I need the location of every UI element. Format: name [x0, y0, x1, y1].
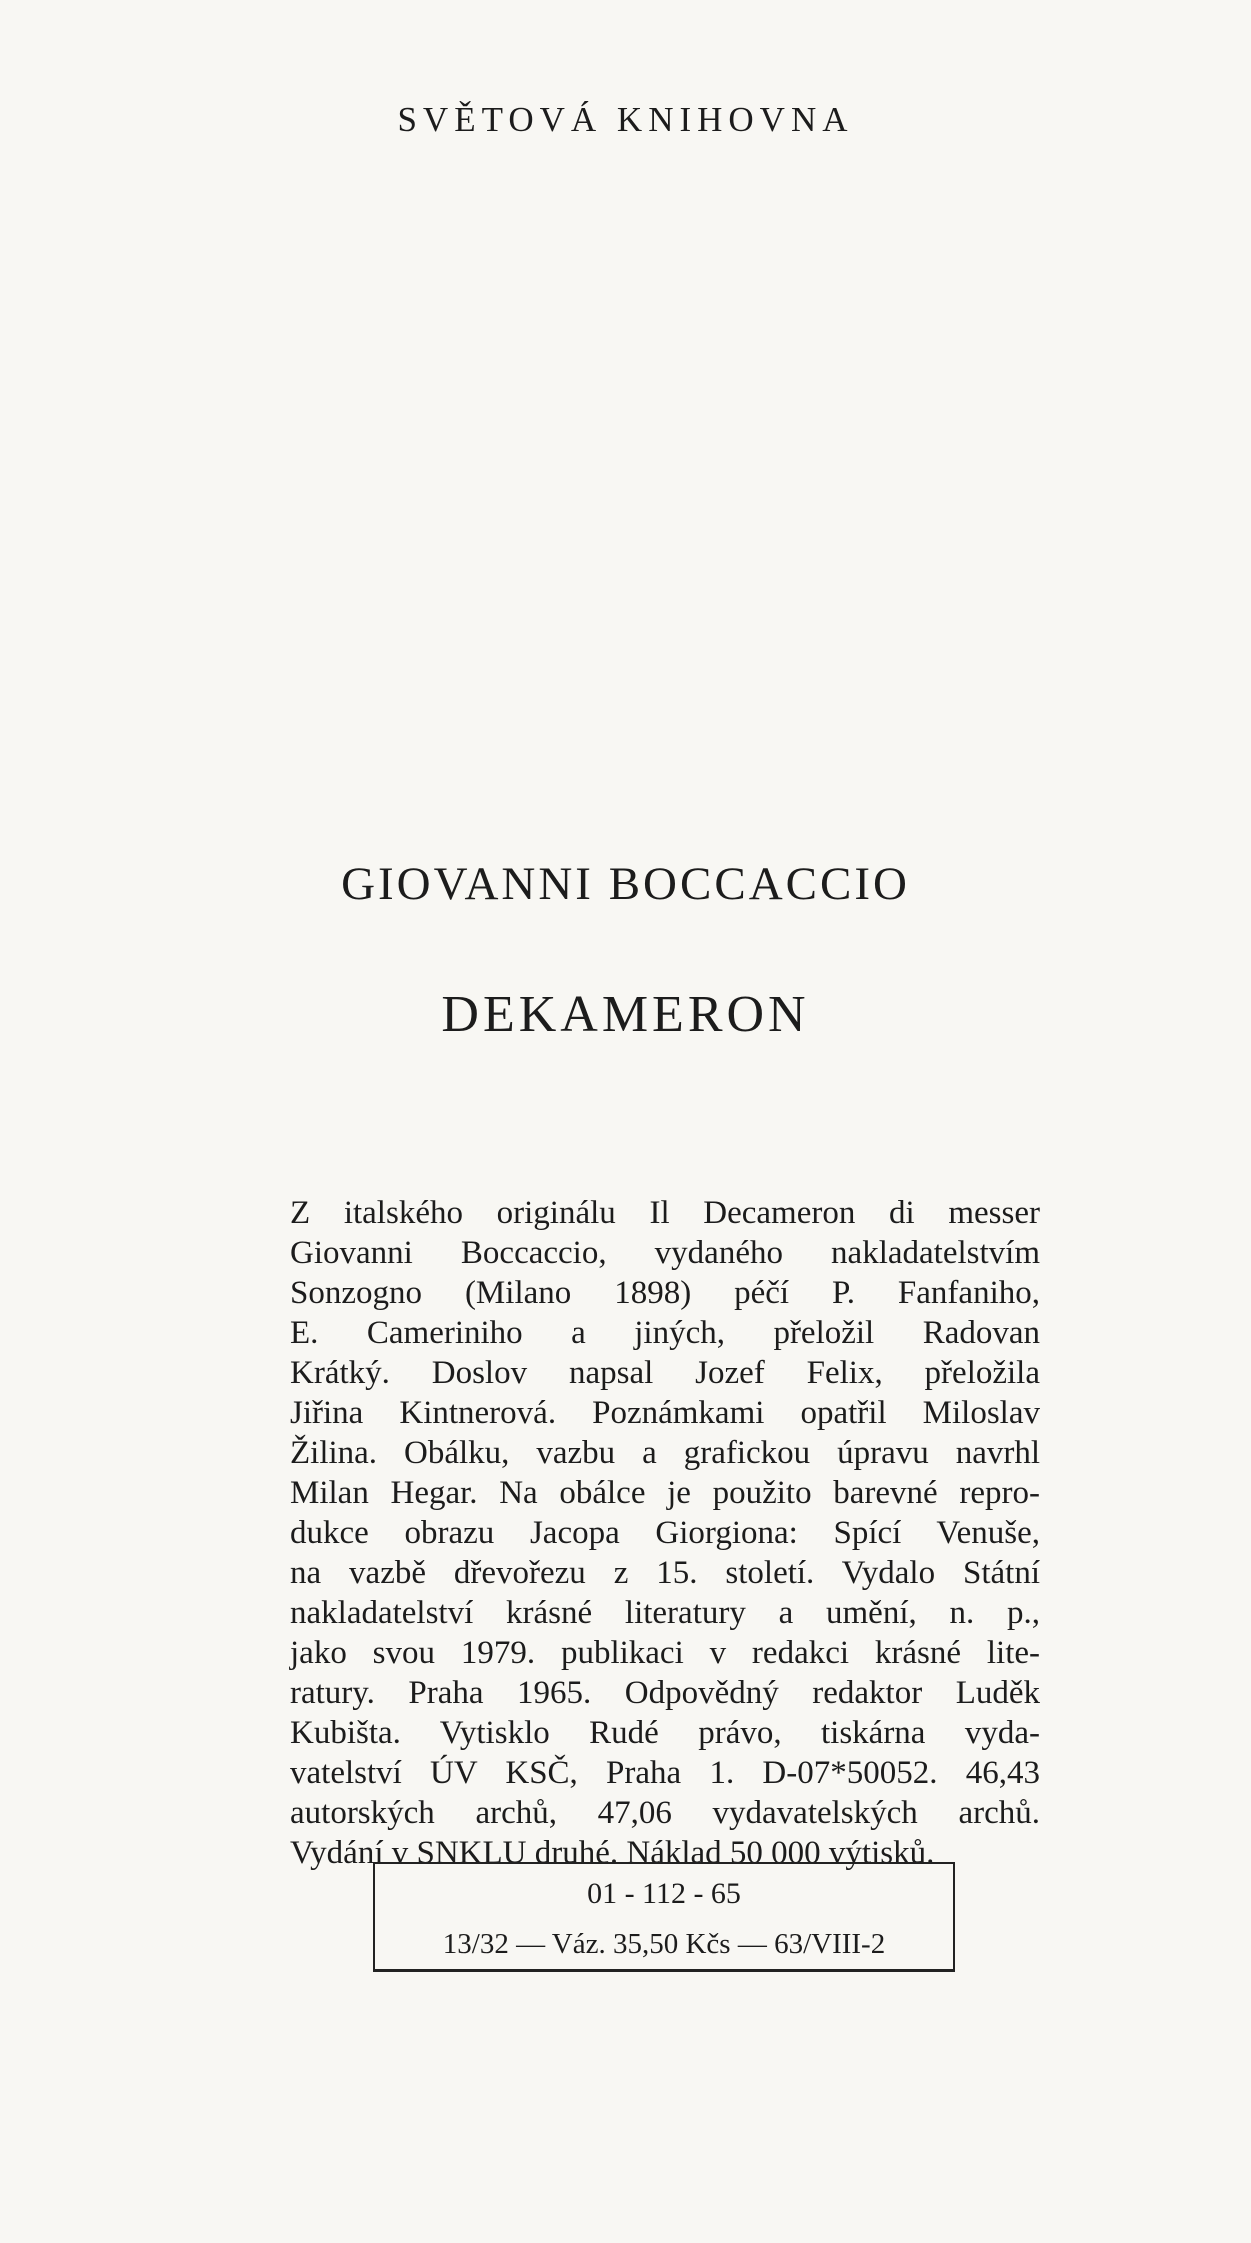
imprint-line: ratury. Praha 1965. Odpovědný redaktor Luděk [290, 1675, 1040, 1711]
imprint-line: Milan Hegar. Na obálce je použito barevné repro- [290, 1475, 1040, 1511]
imprint-line: Giovanni Boccaccio, vydaného nakladatelstvím [290, 1235, 1040, 1271]
imprint-paragraph [290, 1193, 1040, 1873]
imprint-line: autorských archů, 47,06 vydavatelských archů. [290, 1795, 1040, 1831]
book-title: DEKAMERON [441, 986, 810, 1043]
imprint-line: Z italského originálu Il Decameron di messer [290, 1195, 1040, 1231]
imprint-line: Krátký. Doslov napsal Jozef Felix, přeložila [290, 1355, 1040, 1391]
series-name: SVĚTOVÁ KNIHOVNA [397, 100, 854, 139]
imprint-line: Žilina. Obálku, vazbu a grafickou úpravu navrhl [290, 1435, 1040, 1471]
author-name: GIOVANNI BOCCACCIO [341, 858, 910, 910]
imprint-line: Vydání v SNKLU druhé. Náklad 50 000 výtisků. [290, 1835, 935, 1871]
imprint-line: jako svou 1979. publikaci v redakci krásné lite- [290, 1635, 1040, 1671]
price-code: 13/32 — Váz. 35,50 Kčs — 63/VIII-2 [442, 1928, 886, 1960]
imprint-line: E. Cameriniho a jiných, přeložil Radovan [290, 1315, 1040, 1351]
imprint-line: Sonzogno (Milano 1898) péčí P. Fanfaniho, [290, 1275, 1040, 1311]
catalog-code: 01 - 112 - 65 [587, 1877, 741, 1910]
imprint-line: nakladatelství krásné literatury a umění, n. p., [290, 1595, 1040, 1631]
imprint-line: dukce obrazu Jacopa Giorgiona: Spící Venuše, [290, 1515, 1040, 1551]
imprint-line: na vazbě dřevořezu z 15. století. Vydalo Státní [290, 1555, 1040, 1591]
publication-code-box [373, 1862, 955, 1972]
imprint-line: vatelství ÚV KSČ, Praha 1. D-07*50052. 46,43 [290, 1755, 1040, 1791]
imprint-line: Jiřina Kintnerová. Poznámkami opatřil Miloslav [290, 1395, 1040, 1431]
imprint-line: Kubišta. Vytisklo Rudé právo, tiskárna vyda- [290, 1715, 1040, 1751]
